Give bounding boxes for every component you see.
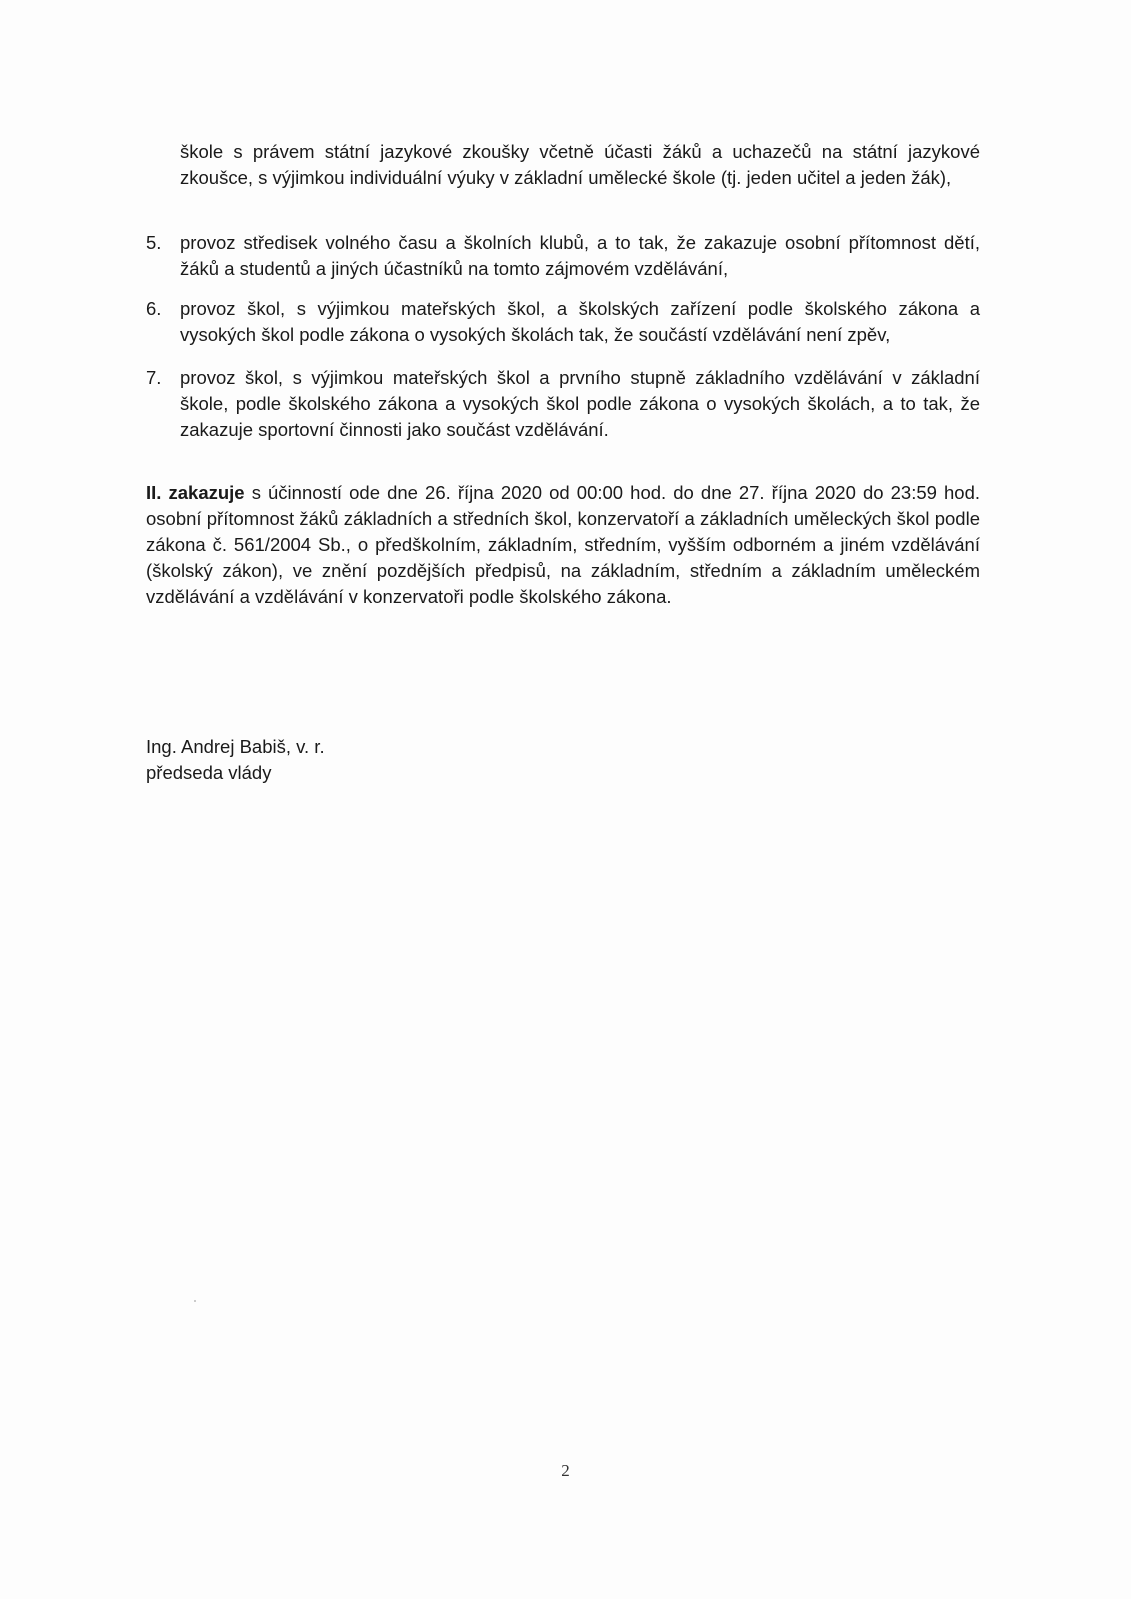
list-item-text: provoz středisek volného času a školních klubů, a to tak, že zakazuje osobní přítomnost dětí, žáků a studentů a jiných účastníků na tomto zájmovém vzdělávání,	[180, 232, 980, 279]
section-ii-lead: II. zakazuje	[146, 482, 245, 503]
list-item-number: 6.	[146, 298, 162, 319]
intro-paragraph: škole s právem státní jazykové zkoušky včetně účasti žáků a uchazečů na státní jazykové zkoušce, s výjimkou individuální výuky v základní umělecké škole (tj. jeden učitel a jeden žák),	[180, 141, 980, 188]
list-item-number: 5.	[146, 232, 162, 253]
signatory-title: předseda vlády	[146, 762, 272, 783]
list-item-7	[146, 365, 980, 443]
list-item-number: 7.	[146, 367, 162, 388]
section-ii-paragraph	[146, 480, 980, 610]
signatory-name: Ing. Andrej Babiš, v. r.	[146, 736, 325, 757]
list-item-6	[146, 296, 980, 348]
scan-speck	[194, 1300, 196, 1302]
signature-block	[146, 734, 325, 786]
list-item-text: provoz škol, s výjimkou mateřských škol a prvního stupně základního vzdělávání v základní škole, podle školského zákona a vysokých škol podle zákona o vysokých školách, a to tak, že zakazuje sportovní činnosti jako součást vzdělávání.	[180, 367, 980, 440]
section-ii-text: s účinností ode dne 26. října 2020 od 00:00 hod. do dne 27. října 2020 do 23:59 hod. osobní přítomnost žáků základních a středních škol, konzervatoří a základních uměleckých škol podle zákona č. 561/2004 Sb., o předškolním, základním, středním, vyšším odborném a jiném vzdělávání (školský zákon), ve znění pozdějších předpisů, na základním, středním a základním uměleckém vzdělávání a vzdělávání v konzervatoři podle školského zákona.	[146, 482, 980, 607]
page-number: 2	[561, 1461, 570, 1480]
list-item-text: provoz škol, s výjimkou mateřských škol, a školských zařízení podle školského zákona a vysokých škol podle zákona o vysokých školách tak, že součástí vzdělávání není zpěv,	[180, 298, 980, 345]
list-item-5	[146, 230, 980, 282]
